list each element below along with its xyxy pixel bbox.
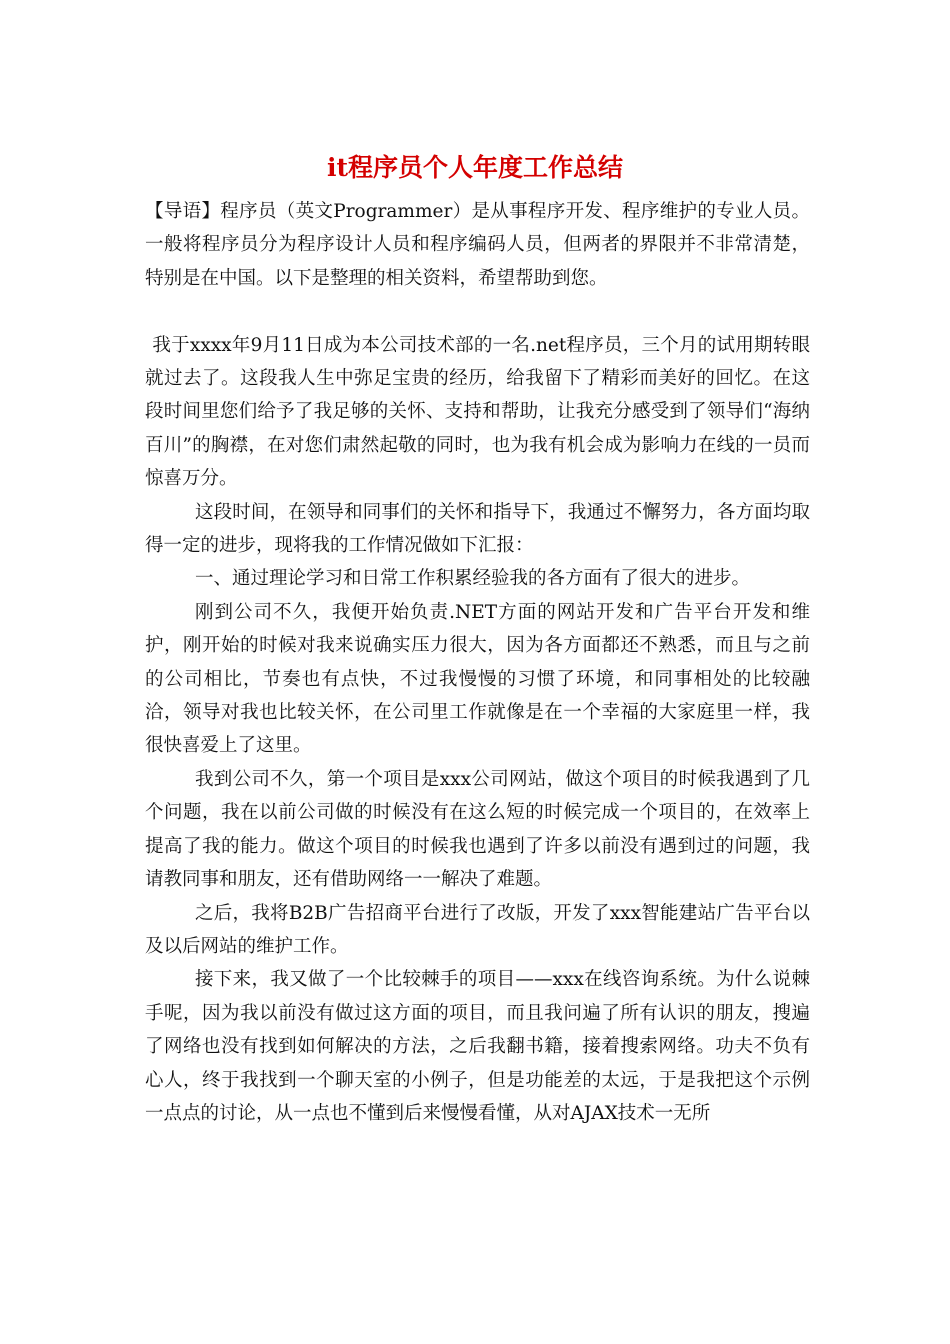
- paragraph-gap: [145, 295, 810, 328]
- body-paragraph: 之后，我将B2B广告招商平台进行了改版，开发了xxx智能建站广告平台以及以后网站的维护工作。: [145, 902, 810, 957]
- body-paragraph: 这段时间，在领导和同事们的关怀和指导下，我通过不懈努力，各方面均取得一定的进步，现将我的工作情况做如下汇报：: [145, 501, 810, 557]
- document-body: [145, 195, 810, 1130]
- document-title: it程序员个人年度工作总结: [326, 153, 624, 182]
- body-paragraph: 我到公司不久，第一个项目是xxx公司网站，做这个项目的时候我遇到了几个问题，我在以前公司做的时候没有在这么短的时候完成一个项目的，在效率上提高了我的能力。做这个项目的时候我也遇到了许多以前没有遇到过的问题，我请教同事和朋友，还有借助网络一一解决了难题。: [145, 768, 810, 891]
- body-paragraph: 我于xxxx年9月11日成为本公司技术部的一名.net程序员，三个月的试用期转眼就过去了。这段我人生中弥足宝贵的经历，给我留下了精彩而美好的回忆。在这段时间里您们给予了我足够的关怀、支持和帮助，让我充分感受到了领导们“海纳百川”的胸襟，在对您们肃然起敬的同时，也为我有机会成为影响力在线的一员而惊喜万分。: [145, 334, 810, 490]
- body-paragraph: 接下来，我又做了一个比较棘手的项目——xxx在线咨询系统。为什么说棘手呢，因为我以前没有做过这方面的项目，而且我问遍了所有认识的朋友，搜遍了网络也没有找到如何解决的方法，之后我翻书籍，接着搜索网络。功夫不负有心人，终于我找到一个聊天室的小例子，但是功能差的太远，于是我把这个示例一点点的讨论，从一点也不懂到后来慢慢看懂，从对AJAX技术一无所: [145, 969, 810, 1124]
- section-heading: 一、通过理论学习和日常工作积累经验我的各方面有了很大的进步。: [194, 568, 750, 590]
- body-paragraph: 刚到公司不久，我便开始负责.NET方面的网站开发和广告平台开发和维护，刚开始的时候对我来说确实压力很大，因为各方面都还不熟悉，而且与之前的公司相比，节奏也有点快，不过我慢慢的习惯了环境，和同事相处的比较融洽，领导对我也比较关怀，在公司里工作就像是在一个幸福的大家庭里一样，我很快喜爱上了这里。: [145, 601, 810, 757]
- intro-paragraph: 【导语】程序员（英文Programmer）是从事程序开发、程序维护的专业人员。一般将程序员分为程序设计人员和程序编码人员，但两者的界限并不非常清楚，特别是在中国。以下是整理的相关资料，希望帮助到您。: [145, 201, 810, 289]
